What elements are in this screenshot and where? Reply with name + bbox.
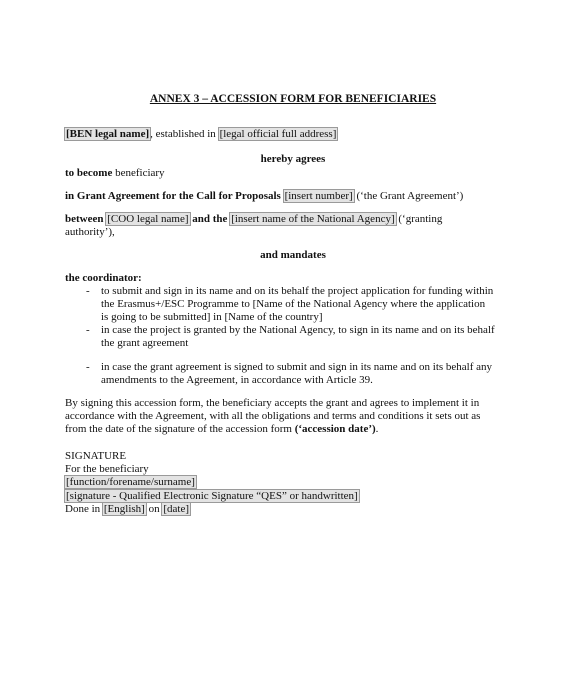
list-item-line: the grant agreement bbox=[101, 337, 189, 349]
hereby-agrees-heading: hereby agrees bbox=[260, 153, 326, 165]
ben-legal-name-field[interactable]: [BEN legal name] bbox=[66, 128, 150, 140]
between-bold: between bbox=[65, 213, 104, 225]
signing-paragraph-line bbox=[65, 423, 525, 436]
to-become-rest: beneficiary bbox=[112, 167, 165, 179]
list-item-line: amendments to the Agreement, in accordance with Article 39. bbox=[101, 374, 373, 386]
list-item-line: in case the project is granted by the National Agency, to sign in its name and on its behalf bbox=[101, 324, 495, 336]
to-become-bold: to become bbox=[65, 167, 113, 179]
signing-paragraph bbox=[65, 397, 525, 436]
legal-address-text: legal official full address bbox=[223, 128, 333, 140]
list-item-line: the Erasmus+/ESC Programme to [Name of the National Agency where the application bbox=[101, 298, 486, 310]
on-text: on bbox=[145, 503, 163, 515]
function-forename-surname-field[interactable]: [function/forename/surname] bbox=[66, 476, 195, 488]
call-number-text: insert number bbox=[288, 190, 350, 202]
document-title: ANNEX 3 – ACCESSION FORM FOR BENEFICIARIES bbox=[149, 93, 437, 105]
list-item bbox=[101, 324, 525, 350]
signature-field-line bbox=[65, 490, 359, 503]
done-in-line bbox=[65, 503, 190, 516]
list-item-line: to submit and sign in its name and on its behalf the project application for funding within bbox=[101, 285, 494, 297]
signing-paragraph-plain: from the date of the signature of the accession form bbox=[65, 423, 295, 435]
intro-line bbox=[65, 128, 337, 141]
list-item-dash: - bbox=[86, 285, 90, 297]
list-item bbox=[101, 285, 525, 324]
signature-heading: SIGNATURE bbox=[65, 450, 127, 462]
ben-legal-name-text: BEN legal name bbox=[69, 128, 146, 140]
to-become-line bbox=[65, 167, 165, 180]
the-coordinator-label: the coordinator: bbox=[65, 272, 142, 284]
between-line-1 bbox=[65, 213, 442, 226]
and-the-text: and the bbox=[189, 213, 231, 225]
done-in-text: Done in bbox=[65, 503, 103, 515]
language-field[interactable]: [English] bbox=[103, 503, 145, 515]
grant-agreement-bold: in Grant Agreement for the Call for Proposals bbox=[65, 190, 281, 202]
list-item-dash: - bbox=[86, 361, 90, 373]
national-agency-field[interactable]: [insert name of the National Agency] bbox=[231, 213, 395, 225]
for-beneficiary-label: For the beneficiary bbox=[65, 463, 149, 475]
signing-paragraph-line: By signing this accession form, the beneficiary accepts the grant and agrees to implement it in bbox=[65, 397, 480, 409]
date-field[interactable]: [date] bbox=[163, 503, 189, 515]
signing-paragraph-end: . bbox=[375, 423, 379, 435]
signing-paragraph-line: accordance with the Agreement, with all the obligations and terms and conditions it sets out as bbox=[65, 410, 481, 422]
established-in-text: , established in bbox=[150, 128, 219, 140]
granting-text: (‘granting bbox=[395, 213, 443, 225]
legal-address-field[interactable]: [legal official full address] bbox=[219, 128, 337, 140]
list-item-line: in case the grant agreement is signed to submit and sign in its name and on its behalf any bbox=[101, 361, 493, 373]
grant-agreement-rest: (‘the Grant Agreement’) bbox=[353, 190, 464, 202]
list-item-dash: - bbox=[86, 324, 90, 336]
accession-date-bold: (‘accession date’) bbox=[294, 423, 376, 435]
coo-legal-name-field[interactable]: [COO legal name] bbox=[107, 213, 189, 225]
call-number-field[interactable]: [insert number] bbox=[284, 190, 353, 202]
national-agency-text: insert name of the National Agency bbox=[234, 213, 391, 225]
between-line-2: authority’), bbox=[65, 226, 115, 238]
grant-agreement-line bbox=[65, 190, 463, 203]
list-item-line: is going to be submitted] in [Name of the country] bbox=[101, 311, 323, 323]
list-item bbox=[101, 361, 525, 387]
signature-field[interactable]: [signature - Qualified Electronic Signature “QES” or handwritten] bbox=[66, 490, 358, 502]
and-mandates-heading: and mandates bbox=[260, 249, 326, 261]
function-forename-surname-line bbox=[65, 476, 196, 489]
coo-legal-name-text: COO legal name bbox=[110, 213, 185, 225]
